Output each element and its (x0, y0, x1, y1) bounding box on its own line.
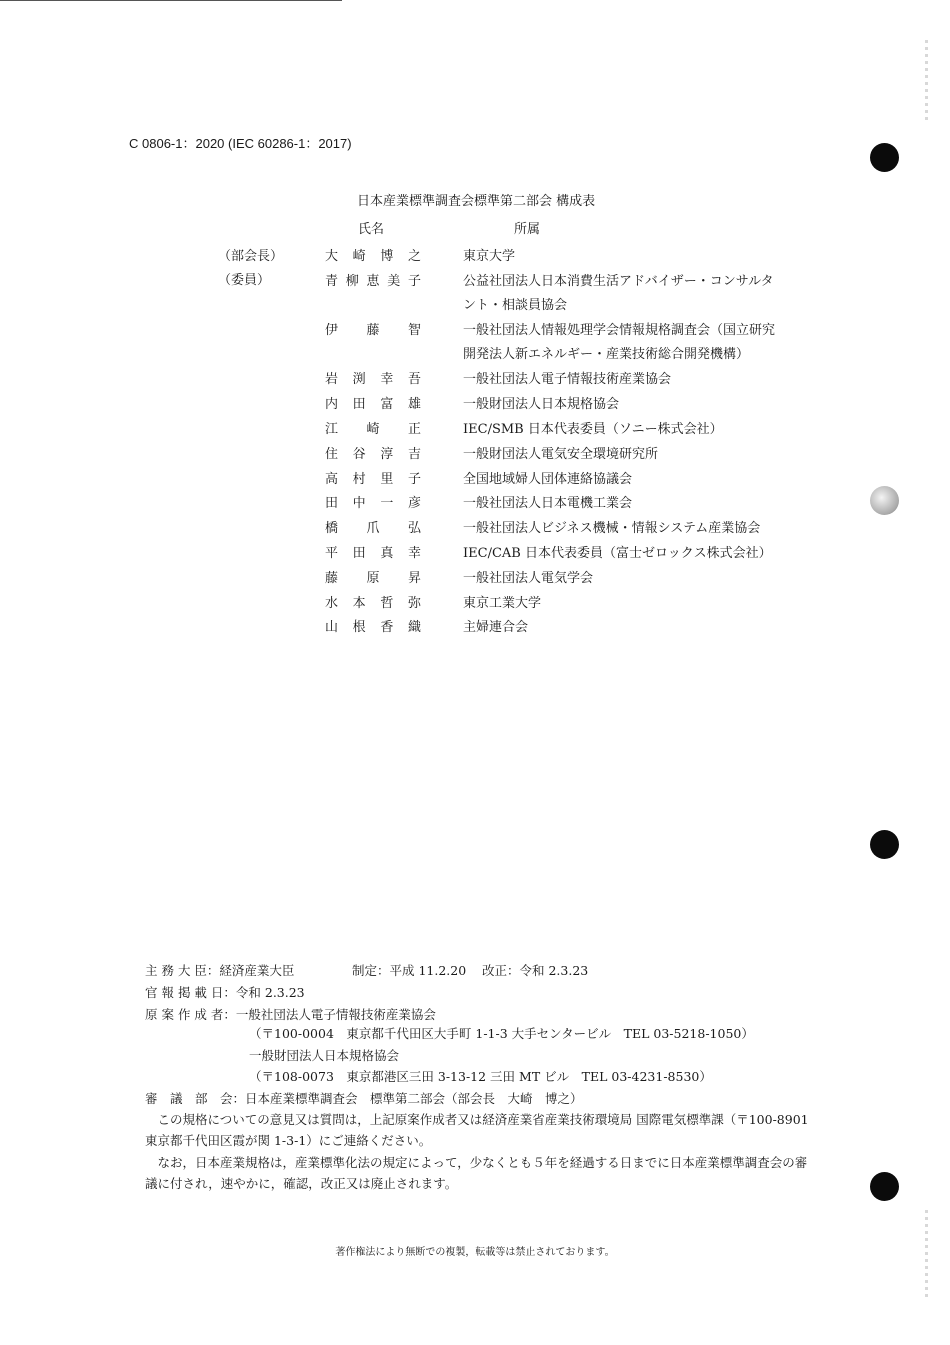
member-name-char: 幸 (407, 546, 421, 561)
member-affiliation: 一般社団法人電子情報技術産業協会 (463, 372, 672, 388)
minister-label: 主 務 大 臣： (145, 963, 220, 978)
role-chair: （部会長） (218, 249, 284, 264)
member-name-char: 住 (325, 446, 339, 462)
member-affiliation: ント・相談員協会 (463, 297, 568, 313)
member-name-char: 香 (380, 620, 394, 636)
punch-hole (870, 486, 899, 515)
drafter2-address: （〒108-0073 東京都港区三田 3-13-12 三田 MT ビル TEL 03-4231-8530） (249, 1069, 712, 1084)
minister-value: 経済産業大臣 (219, 963, 295, 978)
council-value: 日本産業標準調査会 標準第二部会（部会長 大崎 博之） (245, 1091, 583, 1106)
member-name (325, 567, 421, 586)
note-review-line1: なお，日本産業規格は，産業標準化法の規定によって，少なくとも５年を経過する日までに日本産業標準調査会の審 (145, 1155, 808, 1170)
member-name (325, 393, 421, 412)
member-name-char: 子 (407, 471, 421, 487)
member-name-char: 昇 (407, 570, 421, 586)
member-name-char: 吾 (407, 372, 421, 388)
revised-date: 改正：令和 2.3.23 (482, 963, 589, 978)
member-name-char: 淳 (380, 446, 394, 462)
member-name-char: 谷 (352, 446, 366, 462)
member-name-char: 山 (325, 620, 339, 636)
member-affiliation: 一般社団法人情報処理学会情報規格調査会（国立研究 (463, 323, 776, 339)
member-name-char: 柳 (345, 273, 359, 289)
gazette-label: 官 報 掲 載 日： (145, 985, 236, 1000)
member-name-char: 根 (352, 620, 366, 636)
member-name (325, 616, 421, 635)
member-name-char: 田 (352, 546, 366, 561)
member-affiliation: IEC/CAB 日本代表委員（富士ゼロックス株式会社） (463, 546, 772, 561)
member-name-char: 岩 (325, 372, 339, 388)
council-label: 審 議 部 会： (145, 1091, 246, 1106)
member-name-char: 大 (325, 249, 339, 264)
column-header-affiliation: 所属 (514, 222, 541, 237)
member-name-char: 崎 (352, 249, 366, 264)
member-name-char: 村 (352, 471, 366, 487)
drafter1: 一般社団法人電子情報技術産業協会 (235, 1007, 436, 1022)
member-affiliation: 一般財団法人日本規格協会 (463, 397, 620, 413)
divider (0, 0, 342, 1)
member-name (325, 418, 421, 437)
member-name-char: 吉 (407, 446, 421, 462)
member-affiliation: 開発法人新エネルギー・産業技術総合開発機構） (463, 347, 750, 363)
member-name-char: 子 (407, 273, 421, 289)
drafter-label: 原 案 作 成 者： (145, 1007, 236, 1022)
member-name-char: 爪 (366, 521, 380, 537)
member-name-char: 織 (407, 620, 421, 636)
member-name-char: 原 (366, 570, 380, 586)
member-name (325, 245, 421, 264)
member-name-char: 富 (380, 397, 394, 413)
note-contact-line1: この規格についての意見又は質問は，上記原案作成者又は経済産業省産業技術環境局 国際電気標準課（〒100-8901 (145, 1112, 809, 1127)
member-affiliation: 全国地域婦人団体連絡協議会 (463, 471, 633, 487)
member-affiliation: 一般社団法人電気学会 (463, 570, 594, 586)
member-affiliation: IEC/SMB 日本代表委員（ソニー株式会社） (463, 422, 723, 437)
page-title: 日本産業標準調査会標準第二部会 構成表 (357, 194, 596, 209)
member-name-char: 正 (407, 422, 421, 437)
member-name (325, 319, 421, 338)
member-name (325, 542, 421, 561)
copyright-notice: 著作権法により無断での複製，転載等は禁止されております。 (335, 1247, 615, 1258)
member-affiliation: 一般社団法人日本電機工業会 (463, 496, 633, 512)
footer-council-row (145, 1089, 583, 1107)
member-name-char: 田 (352, 397, 366, 413)
member-name-char: 水 (325, 595, 339, 611)
member-affiliation: 一般財団法人電気安全環境研究所 (463, 446, 659, 462)
member-name (325, 592, 421, 611)
member-affiliation: 公益社団法人日本消費生活アドバイザー・コンサルタ (463, 273, 774, 289)
scan-edge (925, 40, 928, 120)
member-affiliation: 一般社団法人ビジネス機械・情報システム産業協会 (463, 521, 761, 537)
member-name (325, 517, 421, 536)
member-name-char: 渕 (352, 372, 366, 388)
member-name-char: 弘 (407, 521, 421, 537)
member-name-char: 幸 (380, 372, 394, 388)
member-name (325, 443, 421, 462)
drafter2: 一般財団法人日本規格協会 (249, 1048, 400, 1063)
member-name-char: 伊 (325, 323, 339, 339)
member-affiliation: 東京大学 (463, 249, 516, 264)
punch-hole (870, 830, 899, 859)
enacted-date: 制定：平成 11.2.20 (352, 963, 467, 978)
drafter1-address: （〒100-0004 東京都千代田区大手町 1-1-3 大手センタービル TEL 03-5218-1050） (249, 1026, 754, 1041)
punch-hole (870, 143, 899, 172)
note-review-line2: 議に付され，速やかに，確認，改正又は廃止されます。 (145, 1176, 458, 1191)
member-name-char: 彦 (407, 496, 421, 512)
member-name-char: 平 (325, 546, 339, 561)
member-name (325, 468, 421, 487)
column-header-name: 氏名 (358, 222, 385, 237)
gazette-value: 令和 2.3.23 (235, 985, 305, 1000)
punch-hole (870, 1172, 899, 1201)
member-name-char: 橋 (325, 521, 339, 537)
member-name-char: 一 (380, 496, 394, 512)
member-affiliation: 東京工業大学 (463, 595, 542, 611)
member-name-char: 智 (407, 323, 421, 339)
member-name-char: 弥 (407, 595, 421, 611)
footer-drafter-row (145, 1005, 436, 1023)
member-name-char: 田 (325, 496, 339, 512)
member-name-char: 哲 (380, 595, 394, 611)
member-name-char: 恵 (366, 273, 380, 289)
member-name-char: 美 (387, 273, 401, 289)
member-name-char: 之 (407, 249, 421, 264)
member-name-char: 博 (380, 249, 394, 264)
member-name-char: 里 (380, 471, 394, 487)
member-name (325, 492, 421, 511)
member-name-char: 高 (325, 471, 339, 487)
member-name (325, 270, 421, 289)
footer-gazette-row (145, 983, 305, 1001)
document-header: C 0806-1：2020 (IEC 60286-1：2017) (129, 136, 352, 151)
member-affiliation: 主婦連合会 (463, 620, 529, 636)
member-name-char: 藤 (366, 323, 380, 339)
member-name (325, 368, 421, 387)
member-name-char: 崎 (366, 422, 380, 437)
member-name-char: 青 (325, 273, 339, 289)
note-contact-line2: 東京都千代田区霞が関 1-3-1）にご連絡ください。 (145, 1133, 432, 1148)
member-name-char: 藤 (325, 570, 339, 586)
role-member: （委員） (218, 273, 271, 288)
member-name-char: 本 (352, 595, 366, 611)
member-name-char: 中 (352, 496, 366, 512)
member-name-char: 江 (325, 422, 339, 437)
member-name-char: 内 (325, 397, 339, 413)
member-name-char: 雄 (407, 397, 421, 413)
footer-minister-row (145, 961, 294, 979)
member-name-char: 真 (380, 546, 394, 561)
